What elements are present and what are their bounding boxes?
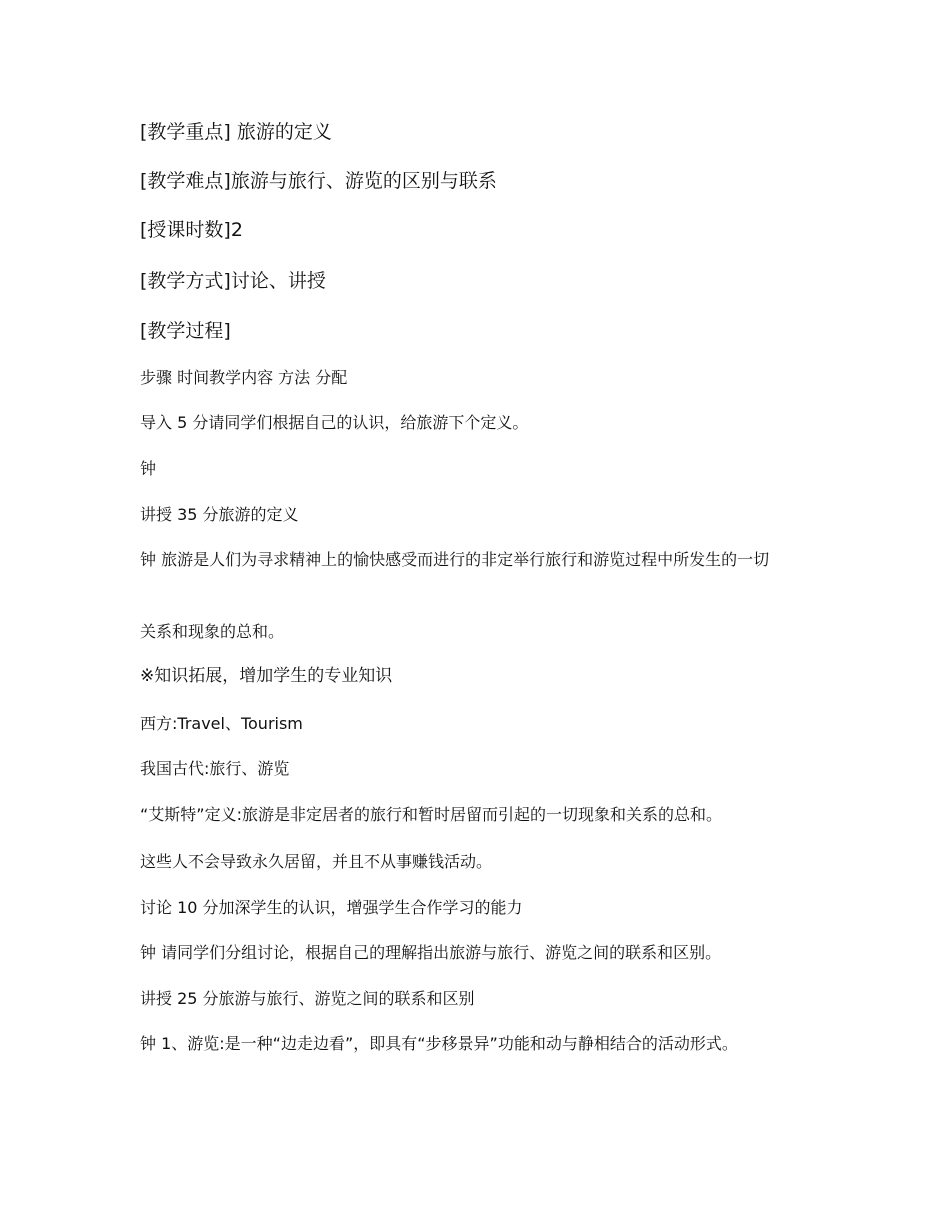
- knowledge-extension-line: ※知识拓展，增加学生的专业知识: [140, 666, 393, 686]
- intro-row-line: 导入 5 分请同学们根据自己的认识，给旅游下个定义。: [140, 413, 529, 432]
- definition-continuation: 关系和现象的总和。: [140, 622, 285, 641]
- sightseeing-definition-paragraph: 钟 1、游览:是一种“边走边看”，即具有“步移景异”功能和动与静相结合的活动形式。: [140, 1034, 738, 1053]
- lecture-row-2-line: 讲授 25 分旅游与旅行、游览之间的联系和区别: [140, 989, 475, 1008]
- table-header-line: 步骤 时间教学内容 方法 分配: [140, 368, 348, 387]
- class-hours-line: [授课时数]2: [140, 219, 243, 241]
- definition-paragraph: 钟 旅游是人们为寻求精神上的愉快感受而进行的非定举行旅行和游览过程中所发生的一切: [140, 550, 770, 569]
- western-terms-line: 西方:Travel、Tourism: [140, 714, 303, 733]
- group-discussion-line: 钟 请同学们分组讨论，根据自己的理解指出旅游与旅行、游览之间的联系和区别。: [140, 943, 722, 962]
- non-permanent-line: 这些人不会导致永久居留，并且不从事赚钱活动。: [140, 852, 493, 871]
- teaching-process-line: [教学过程]: [140, 320, 231, 342]
- aist-definition-line: “艾斯特”定义:旅游是非定居者的旅行和暂时居留而引起的一切现象和关系的总和。: [140, 805, 722, 824]
- lecture-row-line: 讲授 35 分旅游的定义: [140, 505, 299, 524]
- key-point-line: [教学重点] 旅游的定义: [140, 121, 332, 143]
- ancient-china-terms-line: 我国古代:旅行、游览: [140, 759, 290, 778]
- difficulty-line: [教学难点]旅游与旅行、游览的区别与联系: [140, 170, 497, 192]
- teaching-method-line: [教学方式]讨论、讲授: [140, 270, 326, 292]
- intro-unit-line: 钟: [140, 459, 157, 478]
- discussion-row-line: 讨论 10 分加深学生的认识，增强学生合作学习的能力: [140, 898, 523, 917]
